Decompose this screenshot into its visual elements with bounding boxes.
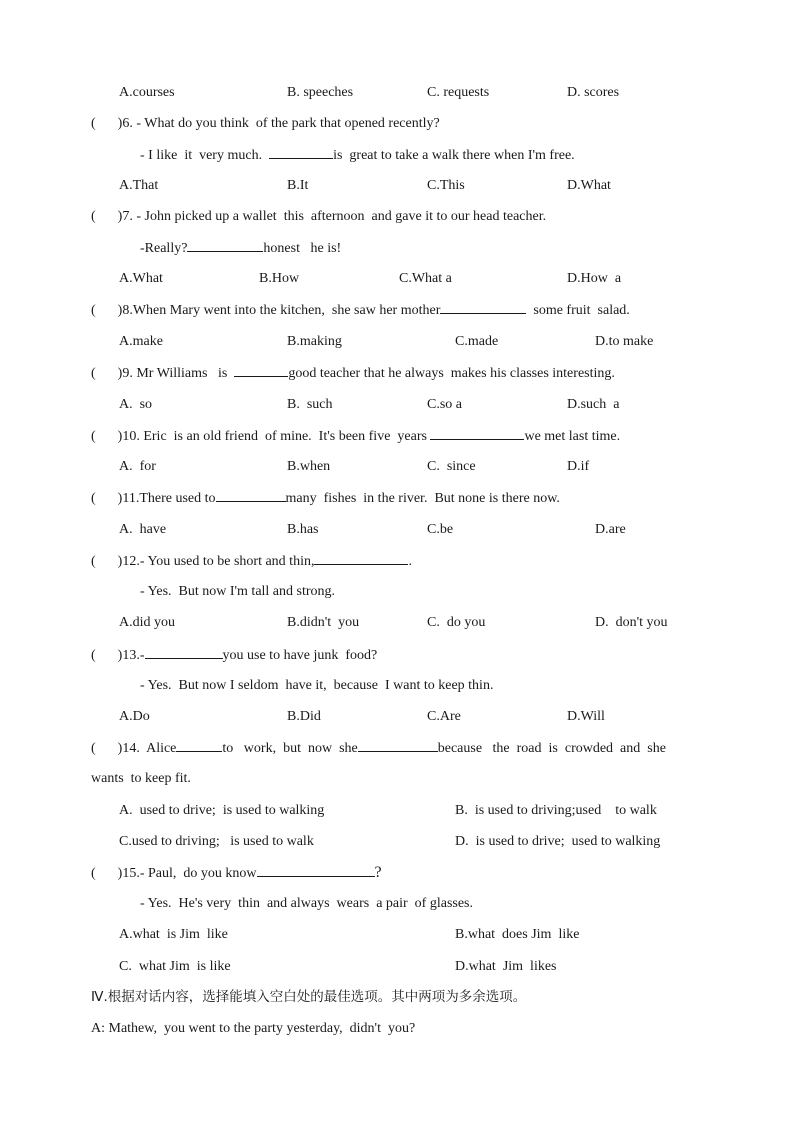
q11-number: 11: [122, 491, 136, 506]
q14-stem: ( )14. Alice to work, but now she because the road is crowded and she: [91, 741, 666, 756]
q11-stem: ( )11.There used to many fishes in the river. But none is there now.: [91, 491, 560, 506]
q14-option-a: A. used to drive; is used to walking: [119, 803, 325, 818]
q12-line2: - Yes. But now I'm tall and strong.: [140, 584, 336, 599]
q8-option-a: A.make: [119, 334, 163, 349]
q7-line2: -Really? honest he is!: [140, 241, 342, 256]
q10-option-b: B.when: [287, 459, 331, 474]
q11-blank[interactable]: [216, 489, 286, 502]
q5-option-b: B. speeches: [287, 85, 354, 100]
q8-option-b: B.making: [287, 334, 342, 349]
q14-line2: wants to keep fit.: [91, 771, 191, 786]
q13-blank[interactable]: [145, 646, 223, 659]
q14-option-d: D. is used to drive; used to walking: [455, 834, 661, 849]
q10-blank[interactable]: [430, 427, 524, 440]
q9-blank[interactable]: [234, 364, 288, 377]
q8-number: 8: [122, 303, 130, 318]
q12-stem: ( )12.- You used to be short and thin, .: [91, 554, 412, 569]
q14-number: 14: [122, 741, 137, 756]
q8-stem: ( )8.When Mary went into the kitchen, she saw her mother some fruit salad.: [91, 303, 630, 318]
q10-option-a: A. for: [119, 459, 156, 474]
q6-number: 6: [122, 116, 130, 131]
q15-option-b: B.what does Jim like: [455, 927, 580, 942]
q14-blank-2[interactable]: [358, 739, 438, 752]
q5-option-c: C. requests: [427, 85, 490, 100]
q10-option-d: D.if: [567, 459, 590, 474]
q11-option-b: B.has: [287, 522, 319, 537]
q7-stem: ( )7. - John picked up a wallet this afternoon and gave it to our head teacher.: [91, 209, 547, 224]
q6-option-c: C.This: [427, 178, 465, 193]
q7-option-c: C.What a: [399, 271, 452, 286]
q7-option-b: B.How: [259, 271, 300, 286]
q10-number: 10: [122, 429, 137, 444]
q6-option-a: A.That: [119, 178, 159, 193]
q9-stem: ( )9. Mr Williams is good teacher that he always makes his classes interesting.: [91, 366, 615, 381]
q15-number: 15: [122, 866, 137, 881]
q12-option-a: A.did you: [119, 615, 175, 630]
q6-option-b: B.It: [287, 178, 309, 193]
q9-option-c: C.so a: [427, 397, 462, 412]
q13-option-a: A.Do: [119, 709, 150, 724]
q9-option-d: D.such a: [567, 397, 620, 412]
q13-option-d: D.Will: [567, 709, 605, 724]
q9-option-b: B. such: [287, 397, 333, 412]
q5-option-d: D. scores: [567, 85, 620, 100]
q7-option-d: D.How a: [567, 271, 622, 286]
q15-blank[interactable]: [257, 864, 375, 877]
q11-option-a: A. have: [119, 522, 167, 537]
q7-blank[interactable]: [187, 239, 263, 252]
q9-option-a: A. so: [119, 397, 153, 412]
dialogue-line-1: A: Mathew, you went to the party yesterday, didn't you?: [91, 1021, 416, 1036]
q8-option-c: C.made: [455, 334, 499, 349]
section-heading: Ⅳ.根据对话内容，选择能填入空白处的最佳选项。其中两项为多余选项。: [91, 989, 527, 1005]
q12-option-c: C. do you: [427, 615, 486, 630]
q13-option-b: B.Did: [287, 709, 321, 724]
q5-option-a: A.courses: [119, 85, 175, 100]
q15-line2: - Yes. He's very thin and always wears a pair of glasses.: [140, 896, 474, 911]
q8-blank[interactable]: [440, 301, 526, 314]
q7-number: 7: [122, 209, 130, 224]
q14-blank-1[interactable]: [176, 739, 222, 752]
q6-option-d: D.What: [567, 178, 611, 193]
q13-number: 13: [122, 648, 137, 663]
q15-option-d: D.what Jim likes: [455, 959, 557, 974]
q15-stem: ( )15.- Paul, do you know ?: [91, 864, 382, 881]
q10-stem: ( )10. Eric is an old friend of mine. It's been five years we met last time.: [91, 429, 621, 444]
q12-option-b: B.didn't you: [287, 615, 360, 630]
q14-option-b: B. is used to driving;used to walk: [455, 803, 657, 818]
q13-stem: ( )13.- you use to have junk food?: [91, 648, 378, 663]
q12-number: 12: [122, 554, 137, 569]
q15-option-a: A.what is Jim like: [119, 927, 228, 942]
q11-option-d: D.are: [595, 522, 626, 537]
q6-line2: - I like it very much. is great to take a walk there when I'm free.: [140, 148, 575, 163]
q12-option-d: D. don't you: [595, 615, 668, 630]
q12-blank[interactable]: [314, 552, 408, 565]
q8-option-d: D.to make: [595, 334, 654, 349]
q7-option-a: A.What: [119, 271, 163, 286]
q11-option-c: C.be: [427, 522, 454, 537]
q13-line2: - Yes. But now I seldom have it, because I want to keep thin.: [140, 678, 494, 693]
q6-blank[interactable]: [269, 146, 333, 159]
q10-option-c: C. since: [427, 459, 476, 474]
q13-option-c: C.Are: [427, 709, 461, 724]
q6-stem: ( )6. - What do you think of the park that opened recently?: [91, 116, 440, 131]
q14-option-c: C.used to driving; is used to walk: [119, 834, 314, 849]
q9-number: 9: [122, 366, 130, 381]
q15-option-c: C. what Jim is like: [119, 959, 231, 974]
